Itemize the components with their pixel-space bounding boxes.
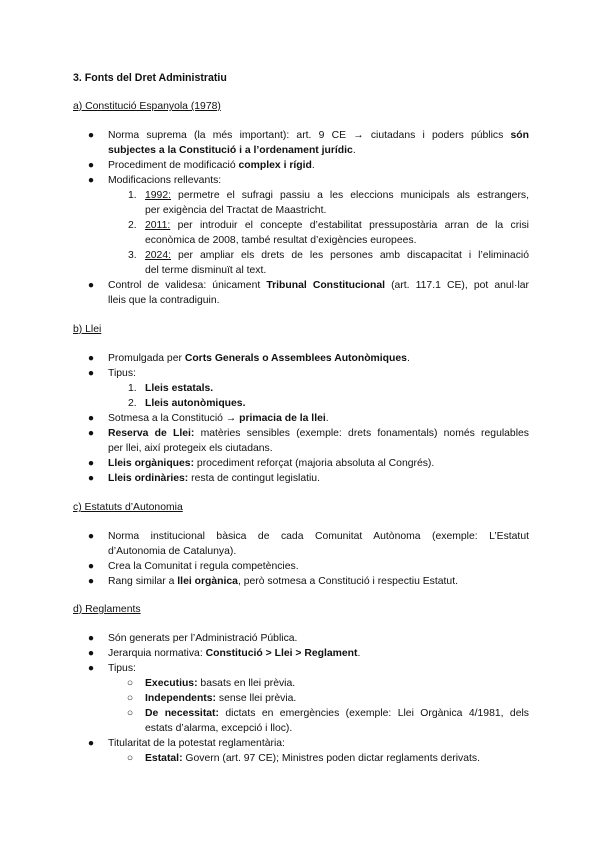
bullet-circle: ○ <box>126 678 134 689</box>
bullet-disc: ● <box>87 130 95 141</box>
section-heading-a: a) Constitució Espanyola (1978) <box>73 101 221 112</box>
section-heading-b: b) Llei <box>73 324 102 335</box>
page-title: 3. Fonts del Dret Administratiu <box>73 72 227 84</box>
section-heading-c: c) Estatuts d’Autonomia <box>73 502 183 513</box>
section-heading-d: d) Reglaments <box>73 604 141 615</box>
